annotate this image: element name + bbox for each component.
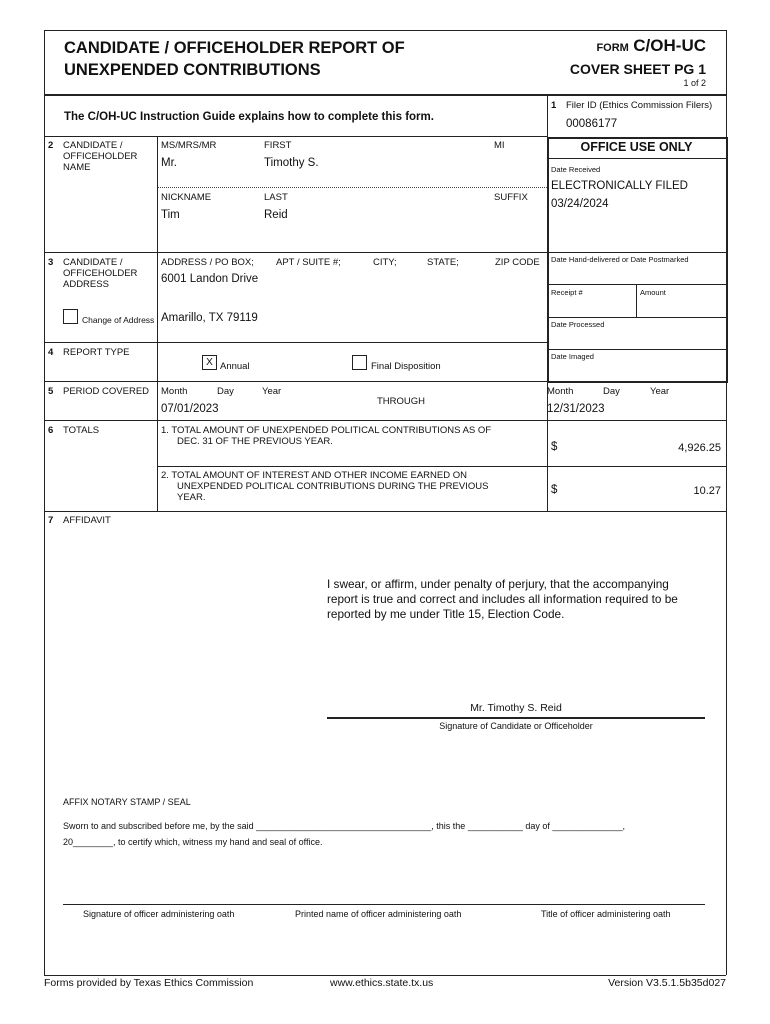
officer-printed-name-caption: Printed name of officer administering oath xyxy=(295,909,462,919)
form-code-block xyxy=(596,36,706,56)
middle-initial-label: MI xyxy=(494,140,505,151)
address-section-number: 3 xyxy=(48,257,54,268)
through-label: THROUGH xyxy=(377,396,426,407)
date-processed-label: Date Processed xyxy=(551,320,605,329)
page-of-label: 1 of 2 xyxy=(683,78,706,88)
sworn-line-1: Sworn to and subscribed before me, by the said ___________________________________, this the ___________ day of ______________, xyxy=(63,821,625,831)
oath-line-2: report is true and correct and includes all information required to be xyxy=(327,592,678,606)
label-column-divider xyxy=(157,136,158,511)
filer-number: 1 xyxy=(551,100,557,111)
name-section-label-3: NAME xyxy=(63,162,91,173)
form-title-line-1: CANDIDATE / OFFICEHOLDER REPORT OF xyxy=(64,39,405,57)
totals-item-1-line-2: DEC. 31 OF THE PREVIOUS YEAR. xyxy=(177,436,333,447)
filing-date: 03/24/2024 xyxy=(551,198,609,210)
header-rule xyxy=(44,94,726,96)
footer-provider: Forms provided by Texas Ethics Commission xyxy=(44,977,254,989)
totals-item-2-line-2: UNEXPENDED POLITICAL CONTRIBUTIONS DURING THE PREVIOUS xyxy=(177,481,489,492)
last-name-label: LAST xyxy=(264,192,288,203)
title-label: MS/MRS/MR xyxy=(161,140,217,151)
cover-sheet-label: COVER SHEET PG 1 xyxy=(569,61,706,77)
office-use-receipt-divider xyxy=(636,284,637,317)
sworn-line-2: 20________, to certify which, witness my hand and seal of office. xyxy=(63,837,323,847)
signature-line xyxy=(327,717,705,719)
office-use-rule-4 xyxy=(547,349,726,350)
period-end: 12/31/2023 xyxy=(547,403,605,415)
form-word: FORM xyxy=(596,42,629,54)
instruction-rule xyxy=(44,136,547,137)
affidavit-label: AFFIDAVIT xyxy=(63,515,111,526)
change-of-address-label: Change of Address xyxy=(82,315,155,325)
totals-item-2-value: 10.27 xyxy=(693,485,721,497)
name-section-rule xyxy=(44,252,547,253)
totals-item-1-currency: $ xyxy=(551,441,558,453)
filer-id-label: Filer ID (Ethics Commission Filers) xyxy=(566,100,713,111)
totals-number: 6 xyxy=(48,425,54,436)
totals-item-1-line-1: 1. TOTAL AMOUNT OF UNEXPENDED POLITICAL CONTRIBUTIONS AS OF xyxy=(161,425,492,436)
nickname-label: NICKNAME xyxy=(161,192,212,203)
address-section-label-3: ADDRESS xyxy=(63,279,109,290)
totals-item-2-currency: $ xyxy=(551,484,558,496)
address-label: ADDRESS / PO BOX; xyxy=(161,257,254,268)
final-disposition-label: Final Disposition xyxy=(371,361,441,372)
title-value: Mr. xyxy=(161,157,177,169)
start-day-label: Day xyxy=(217,386,234,397)
period-rule xyxy=(44,420,726,421)
name-section-label-2: OFFICEHOLDER xyxy=(63,151,138,162)
period-label: PERIOD COVERED xyxy=(63,386,150,397)
office-use-title-rule xyxy=(547,158,726,159)
amount-label: Amount xyxy=(640,288,666,297)
suffix-label: SUFFIX xyxy=(494,192,528,203)
end-year-label: Year xyxy=(650,386,670,397)
form-code: C/OH-UC xyxy=(633,36,706,55)
date-imaged-label: Date Imaged xyxy=(551,352,594,361)
last-name-value: Reid xyxy=(264,209,288,221)
oath-line-1: I swear, or affirm, under penalty of perjury, that the accompanying xyxy=(327,577,669,591)
office-use-rule-3 xyxy=(547,317,726,318)
officer-signature-line xyxy=(63,904,705,905)
report-type-number: 4 xyxy=(48,347,54,358)
annual-label: Annual xyxy=(220,361,250,372)
receipt-label: Receipt # xyxy=(551,288,583,297)
address-section-label-2: OFFICEHOLDER xyxy=(63,268,138,279)
office-use-rule-1 xyxy=(547,252,726,253)
name-section-label-1: CANDIDATE / xyxy=(63,140,123,151)
change-of-address-checkbox[interactable] xyxy=(63,309,78,324)
period-number: 5 xyxy=(48,386,54,397)
address-section-label-1: CANDIDATE / xyxy=(63,257,123,268)
signer-name: Mr. Timothy S. Reid xyxy=(470,702,562,714)
start-year-label: Year xyxy=(262,386,282,397)
end-day-label: Day xyxy=(603,386,620,397)
date-received-label: Date Received xyxy=(551,165,601,174)
filer-id-value: 00086177 xyxy=(566,118,618,130)
totals-label: TOTALS xyxy=(63,425,100,436)
city-label: CITY; xyxy=(373,257,397,268)
report-type-rule xyxy=(44,381,726,382)
officer-signature-caption: Signature of officer administering oath xyxy=(83,909,235,919)
nickname-value: Tim xyxy=(161,209,180,221)
totals-item-2-line-1: 2. TOTAL AMOUNT OF INTEREST AND OTHER INCOME EARNED ON xyxy=(161,470,467,481)
officer-title-caption: Title of officer administering oath xyxy=(541,909,671,919)
notary-seal-label: AFFIX NOTARY STAMP / SEAL xyxy=(63,797,191,807)
apt-label: APT / SUITE #; xyxy=(276,257,341,268)
form-border-top xyxy=(44,30,726,31)
name-dotted-rule xyxy=(158,187,547,188)
address-line-1: 6001 Landon Drive xyxy=(161,273,259,285)
form-border-left xyxy=(44,30,45,975)
affidavit-number: 7 xyxy=(48,515,54,526)
instruction-text: The C/OH-UC Instruction Guide explains how to complete this form. xyxy=(64,111,434,123)
totals-rule xyxy=(44,511,726,512)
annual-checkbox[interactable]: X xyxy=(202,355,217,370)
start-month-label: Month xyxy=(161,386,188,397)
name-section-number: 2 xyxy=(48,140,54,151)
report-type-label: REPORT TYPE xyxy=(63,347,130,358)
form-title-line-2: UNEXPENDED CONTRIBUTIONS xyxy=(64,61,321,79)
filing-status: ELECTRONICALLY FILED xyxy=(551,180,688,192)
form-border-bottom xyxy=(44,975,726,976)
date-hand-delivered-label: Date Hand-delivered or Date Postmarked xyxy=(551,255,689,264)
zip-label: ZIP CODE xyxy=(495,257,540,268)
totals-item-2-line-3: YEAR. xyxy=(177,492,206,503)
period-start: 07/01/2023 xyxy=(161,403,219,415)
totals-item-1-value: 4,926.25 xyxy=(678,442,721,454)
state-label: STATE; xyxy=(427,257,459,268)
first-name-label: FIRST xyxy=(264,140,292,151)
totals-mid-rule xyxy=(157,466,726,467)
office-use-title: OFFICE USE ONLY xyxy=(580,140,693,154)
end-month-label: Month xyxy=(547,386,574,397)
oath-line-3: reported by me under Title 15, Election Code. xyxy=(327,607,565,621)
final-disposition-checkbox[interactable] xyxy=(352,355,367,370)
address-line-2: Amarillo, TX 79119 xyxy=(161,312,258,324)
first-name-value: Timothy S. xyxy=(264,157,319,169)
footer-website[interactable]: www.ethics.state.tx.us xyxy=(330,977,434,989)
footer-version: Version V3.5.1.5b35d027 xyxy=(608,977,726,989)
address-section-rule xyxy=(44,342,547,343)
signature-caption: Signature of Candidate or Officeholder xyxy=(439,721,593,731)
